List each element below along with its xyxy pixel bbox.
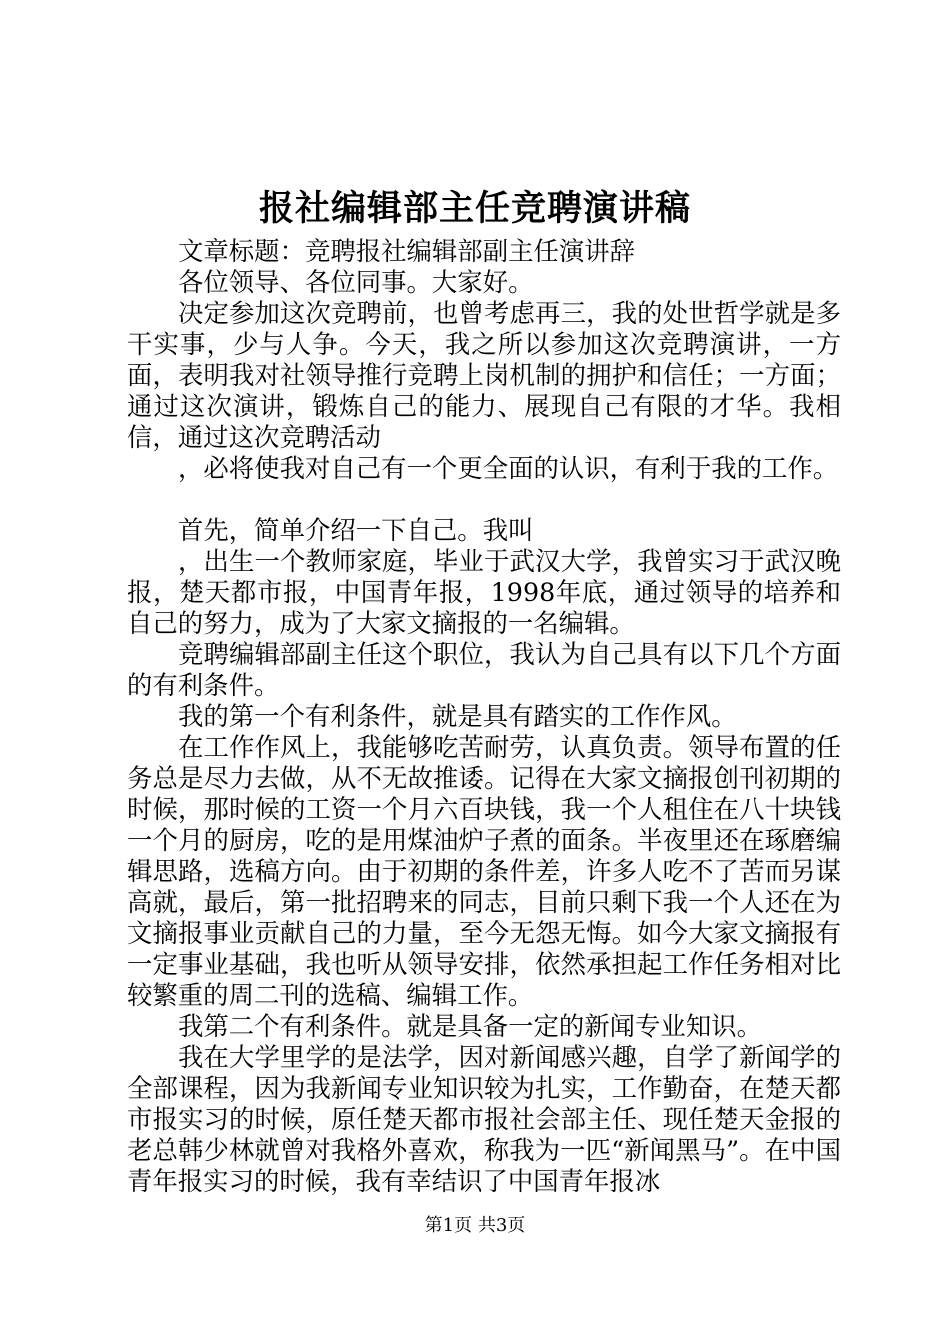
paragraph-position: 竞聘编辑部副主任这个职位，我认为自己具有以下几个方面的有利条件。 bbox=[127, 639, 841, 700]
paragraph-second-advantage: 我第二个有利条件。就是具备一定的新闻专业知识。 bbox=[178, 1011, 762, 1041]
page-footer: 第1页 共3页 bbox=[424, 1215, 526, 1236]
document-body bbox=[127, 236, 841, 1197]
paragraph-introduction: 首先，简单介绍一下自己。我叫 bbox=[178, 515, 534, 545]
paragraph-background: ，出生一个教师家庭，毕业于武汉大学，我曾实习于武汉晚报，楚天都市报，中国青年报，1998年底，通过领导的培养和自己的努力，成为了大家文摘报的一名编辑。 bbox=[127, 546, 841, 638]
paragraph-conclusion: ，必将使我对自己有一个更全面的认识，有利于我的工作。 bbox=[178, 453, 839, 483]
paragraph-article-title: 文章标题：竞聘报社编辑部副主任演讲辞 bbox=[178, 236, 636, 266]
paragraph-journalism-knowledge: 我在大学里学的是法学，因对新闻感兴趣，自学了新闻学的全部课程，因为我新闻专业知识较为扎实，工作勤奋，在楚天都市报实习的时候，原任楚天都市报社会部主任、现任楚天金报的老总韩少林就曾对我格外喜欢，称我为一匹“新闻黑马”。在中国青年报实习的时候，我有幸结识了中国青年报冰 bbox=[127, 1042, 841, 1196]
paragraph-first-advantage: 我的第一个有利条件，就是具有踏实的工作作风。 bbox=[178, 701, 737, 731]
paragraph-decision: 决定参加这次竞聘前，也曾考虑再三，我的处世哲学就是多干实事，少与人争。今天，我之所以参加这次竞聘演讲，一方面，表明我对社领导推行竞聘上岗机制的拥护和信任；一方面；通过这次演讲，锻炼自己的能力、展现自己有限的才华。我相信，通过这次竞聘活动 bbox=[127, 298, 841, 452]
document-title: 报社编辑部主任竞聘演讲稿 bbox=[258, 188, 691, 229]
paragraph-work-style: 在工作作风上，我能够吃苦耐劳，认真负责。领导布置的任务总是尽力去做，从不无故推诿。记得在大家文摘报创刊初期的时候，那时候的工资一个月六百块钱，我一个人租住在八十块钱一个月的厨房，吃的是用煤油炉子煮的面条。半夜里还在琢磨编辑思路，选稿方向。由于初期的条件差，许多人吃不了苦而另谋高就，最后，第一批招聘来的同志，目前只剩下我一个人还在为文摘报事业贡献自己的力量，至今无怨无悔。如今大家文摘报有一定事业基础，我也听从领导安排，依然承担起工作任务相对比较繁重的周二刊的选稿、编辑工作。 bbox=[127, 732, 841, 1010]
paragraph-greeting: 各位领导、各位同事。大家好。 bbox=[178, 267, 534, 297]
